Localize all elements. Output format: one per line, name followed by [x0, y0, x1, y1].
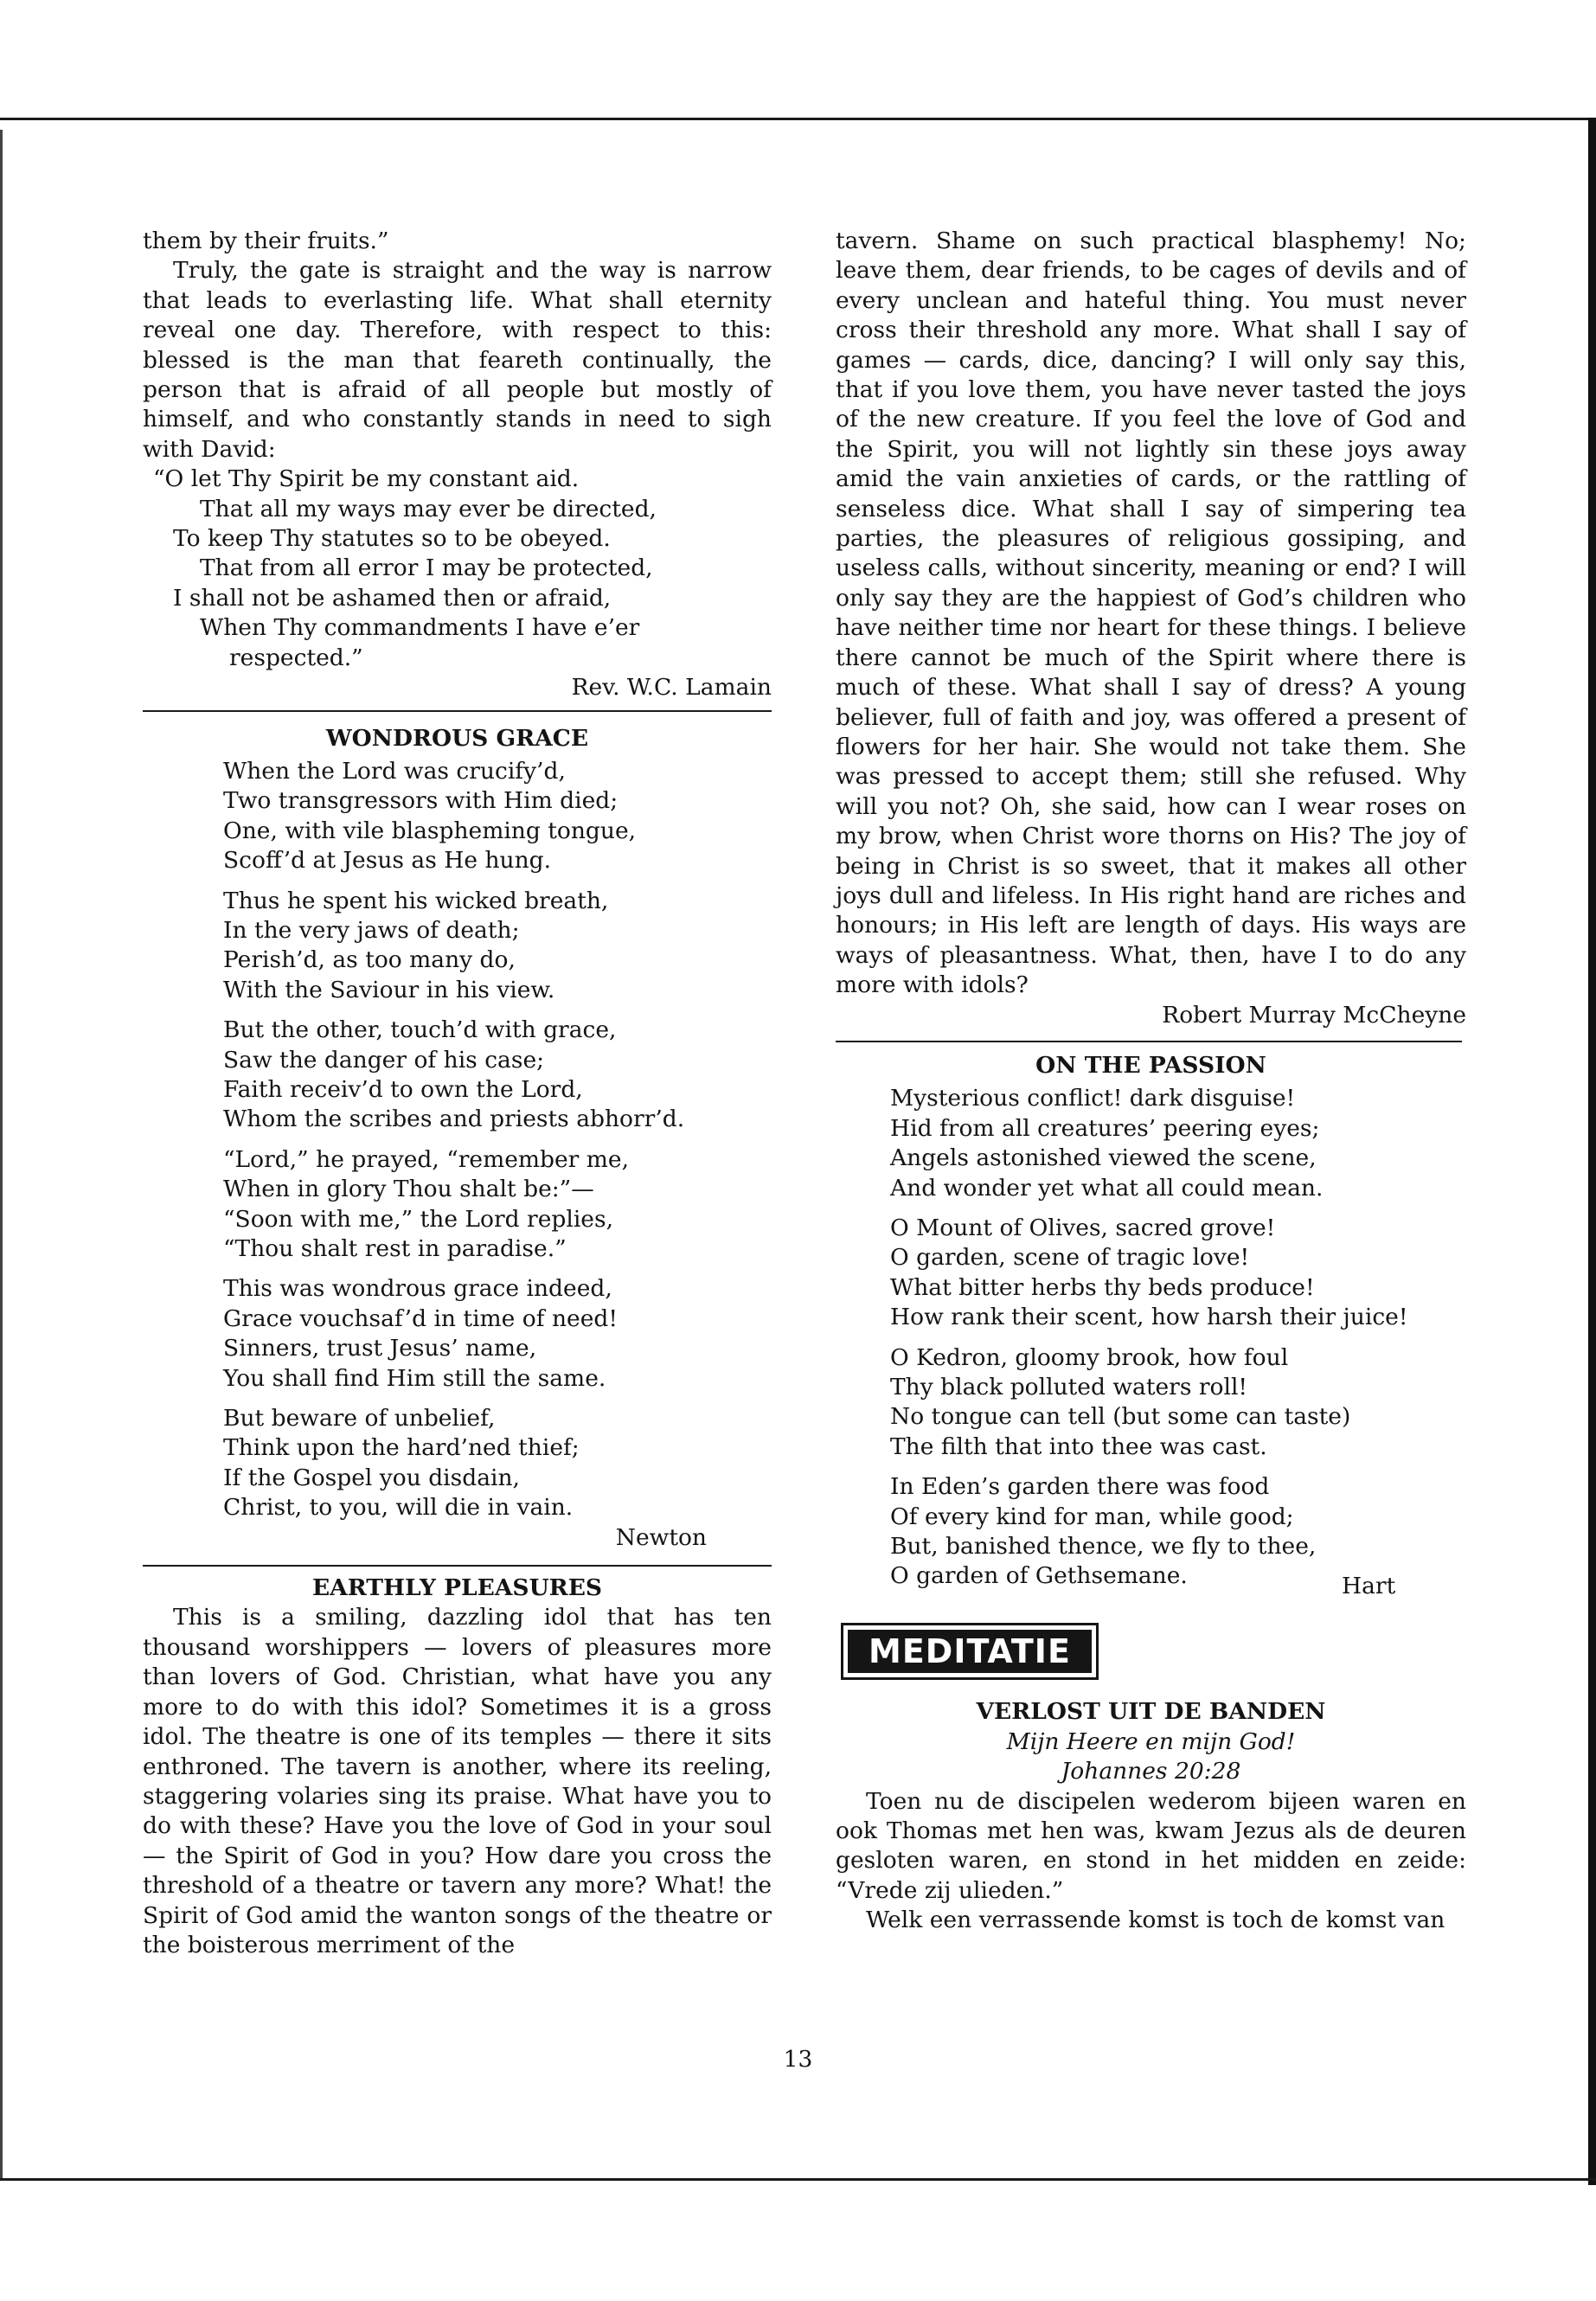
- meditation-last-line: Welk een verrassende komst is toch de komst van: [866, 1907, 1445, 1934]
- poem-line: Thus he spent his wicked breath,: [223, 887, 609, 914]
- psalm-line: That from all error I may be protected,: [200, 554, 653, 582]
- poem-line: When the Lord was crucify’d,: [223, 757, 566, 785]
- poem-line: The filth that into thee was cast.: [890, 1433, 1267, 1460]
- poem-stanza: [890, 1214, 1466, 1333]
- poem-line: O garden, scene of tragic love!: [890, 1244, 1250, 1272]
- psalm-author: Rev. W.C. Lamain: [571, 674, 772, 702]
- poem-line: Two transgressors with Him died;: [223, 787, 619, 815]
- poem-stanza: [890, 1472, 1466, 1600]
- poem-line: Christ, to you, will die in vain.: [223, 1494, 574, 1522]
- article-title: EARTHLY PLEASURES: [311, 1574, 603, 1602]
- poem-body: [836, 1084, 1466, 1600]
- psalm-line: When Thy commandments I have e’er: [200, 614, 640, 642]
- poem-line: Saw the danger of his case;: [223, 1046, 545, 1074]
- poem-line: “Thou shalt rest in paradise.”: [223, 1235, 567, 1262]
- meditation-paragraph: Toen nu de discipelen wederom bijeen waren en ook Thomas met hen was, kwam Jezus als de deuren gesloten waren, en stond in het midden en zeide: “Vrede zij ulieden.”: [836, 1787, 1466, 1904]
- poem-line: Whom the scribes and priests abhorr’d.: [223, 1106, 685, 1133]
- meditation-title: VERLOST UIT DE BANDEN: [976, 1698, 1326, 1726]
- poem-line: O Mount of Olives, sacred grove!: [890, 1215, 1276, 1241]
- poem-line: Mysterious conflict! dark disguise!: [890, 1085, 1296, 1112]
- poem-line: Hid from all creatures’ peering eyes;: [890, 1114, 1320, 1142]
- section-badge: MEDITATIE: [848, 1630, 1092, 1673]
- intro-line: them by their fruits.”: [143, 228, 389, 254]
- poem-stanza: [223, 887, 772, 1006]
- psalm-line: To keep Thy statutes so to be obeyed.: [173, 525, 611, 553]
- poem-stanza: [223, 757, 772, 876]
- psalm-line: That all my ways may ever be directed,: [200, 495, 657, 522]
- scan-edge-left: [0, 130, 3, 2180]
- poem-line: Scoff’d at Jesus as He hung.: [223, 847, 552, 875]
- right-column: [836, 227, 1466, 1936]
- psalm-line: “O let Thy Spirit be my constant aid.: [153, 465, 580, 493]
- poem-line: Grace vouchsaf’d in time of need!: [223, 1304, 619, 1332]
- poem-author: Newton: [615, 1523, 707, 1551]
- meditation-subtitle: Mijn Heere en mijn God!: [1006, 1727, 1296, 1755]
- meditation-reference: Johannes 20:28: [1061, 1758, 1241, 1785]
- poem-stanza: [890, 1084, 1466, 1203]
- poem-line: O Kedron, gloomy brook, how foul: [890, 1343, 1289, 1371]
- poem-line: But beware of unbelief,: [223, 1405, 496, 1433]
- psalm-line: respected.”: [229, 644, 363, 671]
- poem-line: One, with vile blaspheming tongue,: [223, 817, 637, 844]
- divider: [836, 1041, 1462, 1042]
- poem-line: O garden of Gethsemane.: [890, 1562, 1188, 1590]
- poem-line: Of every kind for man, while good;: [890, 1503, 1294, 1530]
- psalm-line: I shall not be ashamed then or afraid,: [173, 584, 612, 612]
- divider: [143, 1565, 772, 1567]
- divider: [143, 710, 772, 712]
- poem-stanza: [223, 1145, 772, 1265]
- section-badge-wrap: [836, 1630, 1466, 1673]
- page-number: 13: [783, 2046, 813, 2073]
- poem-line: Faith receiv’d to own the Lord,: [223, 1075, 583, 1103]
- poem-stanza: [223, 1274, 772, 1394]
- poem-line: How rank their scent, how harsh their juice!: [890, 1304, 1408, 1331]
- poem-stanza: [223, 1016, 772, 1135]
- poem-body: [143, 757, 772, 1523]
- poem-title: ON THE PASSION: [1035, 1051, 1266, 1079]
- poem-title: WONDROUS GRACE: [325, 724, 589, 752]
- poem-line: But the other, touch’d with grace,: [223, 1016, 617, 1044]
- poem-line: In the very jaws of death;: [223, 916, 520, 944]
- poem-line: Think upon the hard’ned thief;: [223, 1434, 580, 1462]
- poem-line: But, banished thence, we fly to thee,: [890, 1533, 1317, 1561]
- article-continuation: tavern. Shame on such practical blasphemy! No; leave them, dear friends, to be cages of devils and of every unclean and hateful thing. You must never cross their threshold any more. What shall I say of games — cards, dice, dancing? I will only say this, that if you love them, you have never tasted the joys of the new creature. If you feel the love of God and the Spirit, you will not lightly sin these joys away amid the vain anxieties of cards, or the rattling of senseless dice. What shall I say of simpering tea parties, the pleasures of religious gossiping, and useless calls, without sincerity, meaning or end? I will only say they are the happiest of God’s children who have neither time nor heart for these things. I believe there cannot be much of the Spirit where there is much of these. What shall I say of dress? A young believer, full of faith and joy, was offered a present of flowers for her hair. She would not take them. She was pressed to accept them; still she refused. Why will you not? Oh, she said, how can I wear roses on my brow, when Christ wore thorns on His? The joy of being in Christ is so sweet, that it makes all other joys dull and lifeless. In His right hand are riches and honours; in His left are length of days. His ways are ways of pleasantness. What, then, have I to do any more with idols?: [836, 228, 1466, 999]
- poem-stanza: [223, 1404, 772, 1523]
- poem-line: Thy black polluted waters roll!: [890, 1374, 1248, 1401]
- poem-line: “Lord,” he prayed, “remember me,: [223, 1145, 630, 1173]
- poem-line: When in glory Thou shalt be:”—: [223, 1176, 594, 1203]
- poem-line: In Eden’s garden there was food: [890, 1473, 1270, 1501]
- page-border-top: [0, 118, 1596, 120]
- poem-line: No tongue can tell (but some can taste): [890, 1403, 1351, 1431]
- psalm-quote: [143, 465, 772, 673]
- poem-line: Angels astonished viewed the scene,: [890, 1144, 1317, 1172]
- poem-author: Hart: [1342, 1573, 1396, 1600]
- page-border-right: [1588, 118, 1596, 2185]
- left-column: [143, 227, 772, 1960]
- poem-line: And wonder yet what all could mean.: [890, 1174, 1324, 1202]
- article-text: This is a smiling, dazzling idol that has ten thousand worshippers — lovers of pleasures more than lovers of God. Christian, what have you any more to do with this idol? Sometimes it is a gross idol. The theatre is one of its temples — there it sits enthroned. The tavern is another, where its reeling, staggering volaries sing its praise. What have you to do with these? Have you the love of God in your soul — the Spirit of God in you? How dare you cross the threshold of a theatre or tavern any more? What! the Spirit of God amid the wanton songs of the theatre or the boisterous merriment of the: [143, 1604, 772, 1958]
- poem-line: “Soon with me,” the Lord replies,: [223, 1205, 614, 1233]
- article-author: Robert Murray McCheyne: [1162, 1001, 1466, 1029]
- poem-line: You shall find Him still the same.: [223, 1364, 606, 1392]
- poem-line: If the Gospel you disdain,: [223, 1464, 520, 1491]
- page-border-bottom: [0, 2178, 1596, 2181]
- poem-stanza: [890, 1343, 1466, 1463]
- poem-line: This was wondrous grace indeed,: [223, 1275, 612, 1303]
- poem-line: What bitter herbs thy beds produce!: [890, 1273, 1315, 1301]
- intro-paragraph: Truly, the gate is straight and the way is narrow that leads to everlasting life. What shall eternity reveal one day. Therefore, with respect to this: blessed is the man that feareth continually, the person that is afraid of all people but mostly of himself, and who constantly stands in need to sigh with David:: [143, 257, 772, 463]
- poem-line: Sinners, trust Jesus’ name,: [223, 1335, 537, 1362]
- poem-line: With the Saviour in his view.: [223, 976, 555, 1003]
- poem-line: Perish’d, as too many do,: [223, 946, 516, 974]
